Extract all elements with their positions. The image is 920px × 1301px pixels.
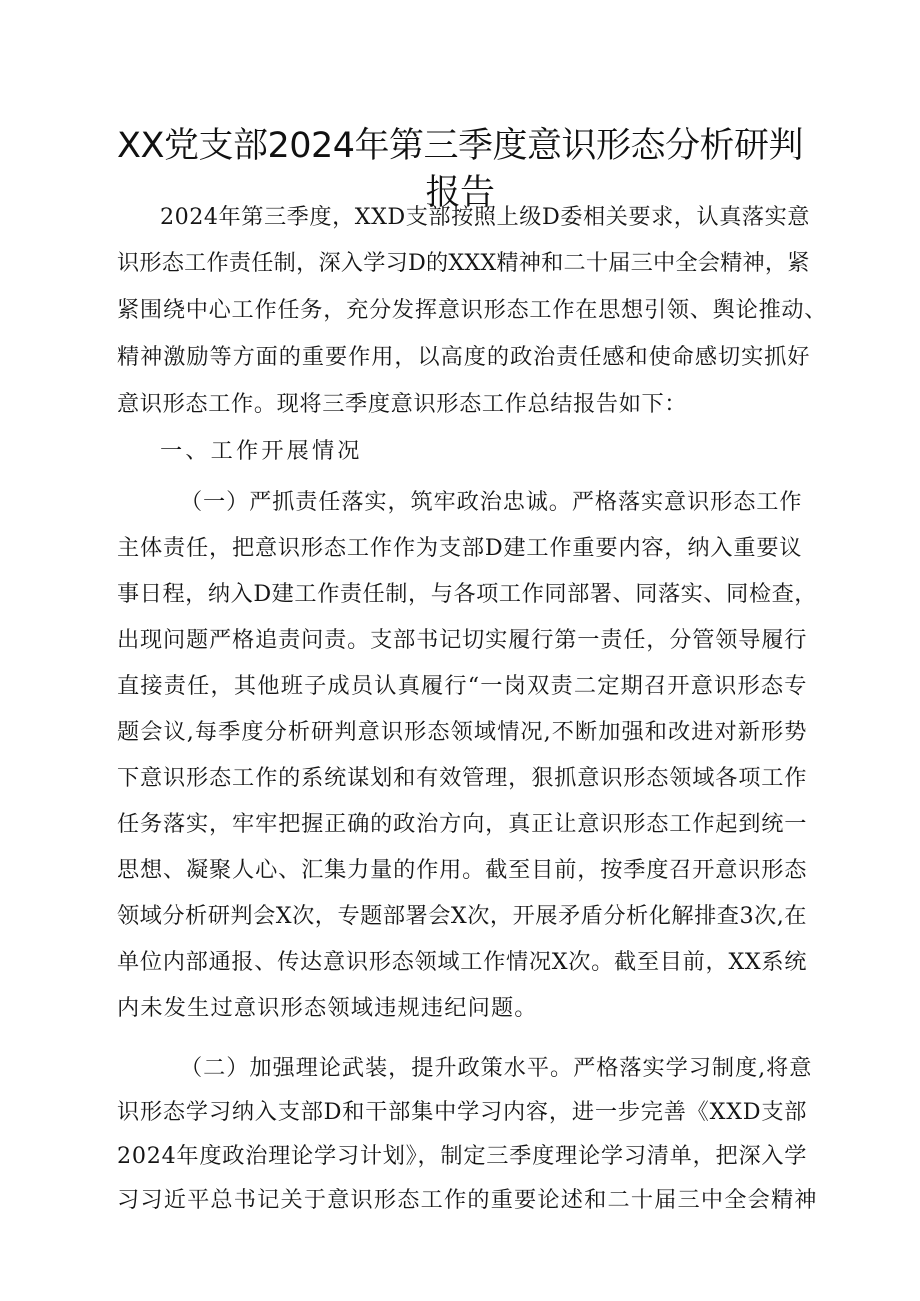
part1-line: 内未发生过意识形态领域违规违纪问题。 xyxy=(117,995,538,1021)
intro-line: 意识形态工作。现将三季度意识形态工作总结报告如下： xyxy=(117,391,688,417)
part1-line: 领域分析研判会X次，专题部署会X次，开展矛盾分析化解排查3次,在 xyxy=(117,903,807,929)
part2-line: （二）加强理论武装，提升政策水平。严格落实学习制度,将意 xyxy=(180,1055,813,1081)
part1-line: 下意识形态工作的系统谋划和有效管理，狠抓意识形态领域各项工作 xyxy=(117,765,808,791)
part1-line: （一）严抓责任落实，筑牢政治忠诚。严格落实意识形态工作 xyxy=(180,489,803,515)
part2-line: 2024年度政治理论学习计划》，制定三季度理论学习清单，把深入学 xyxy=(117,1143,808,1169)
part1-line: 题会议,每季度分析研判意识形态领域情况,不断加强和改进对新形势 xyxy=(117,719,808,745)
document-title-line2: 报告 xyxy=(425,173,495,213)
intro-line: 紧围绕中心工作任务，充分发挥意识形态工作在思想引领、舆论推动、 xyxy=(117,297,828,323)
part1-line: 出现问题严格追责问责。支部书记切实履行第一责任，分管领导履行 xyxy=(117,627,808,653)
part2-line: 识形态学习纳入支部D和干部集中学习内容，进一步完善《XXD支部 xyxy=(117,1099,808,1125)
part1-line: 主体责任，把意识形态工作作为支部D建工作重要内容，纳入重要议 xyxy=(117,535,803,561)
part1-line: 事日程，纳入D建工作责任制，与各项工作同部署、同落实、同检查， xyxy=(117,581,818,607)
part1-line: 单位内部通报、传达意识形态领域工作情况X次。截至目前，XX系统 xyxy=(117,949,808,975)
section-heading: 一、工作开展情况 xyxy=(160,438,363,464)
part2-line: 习习近平总书记关于意识形态工作的重要论述和二十届三中全会精神 xyxy=(117,1187,818,1213)
intro-line: 2024年第三季度，XXD支部按照上级D委相关要求，认真落实意 xyxy=(160,204,811,230)
document-title-line1: XX党支部2024年第三季度意识形态分析研判 xyxy=(116,126,804,166)
part1-line: 直接责任，其他班子成员认真履行“一岗双责二定期召开意识形态专 xyxy=(117,673,808,699)
part1-line: 任务落实，牢牢把握正确的政治方向，真正让意识形态工作起到统一 xyxy=(117,811,808,837)
part1-line: 思想、凝聚人心、汇集力量的作用。截至目前，按季度召开意识形态 xyxy=(117,857,808,883)
intro-line: 精神激励等方面的重要作用，以高度的政治责任感和使命感切实抓好 xyxy=(117,344,811,370)
intro-line: 识形态工作责任制，深入学习D的XXX精神和二十届三中全会精神，紧 xyxy=(117,250,810,276)
